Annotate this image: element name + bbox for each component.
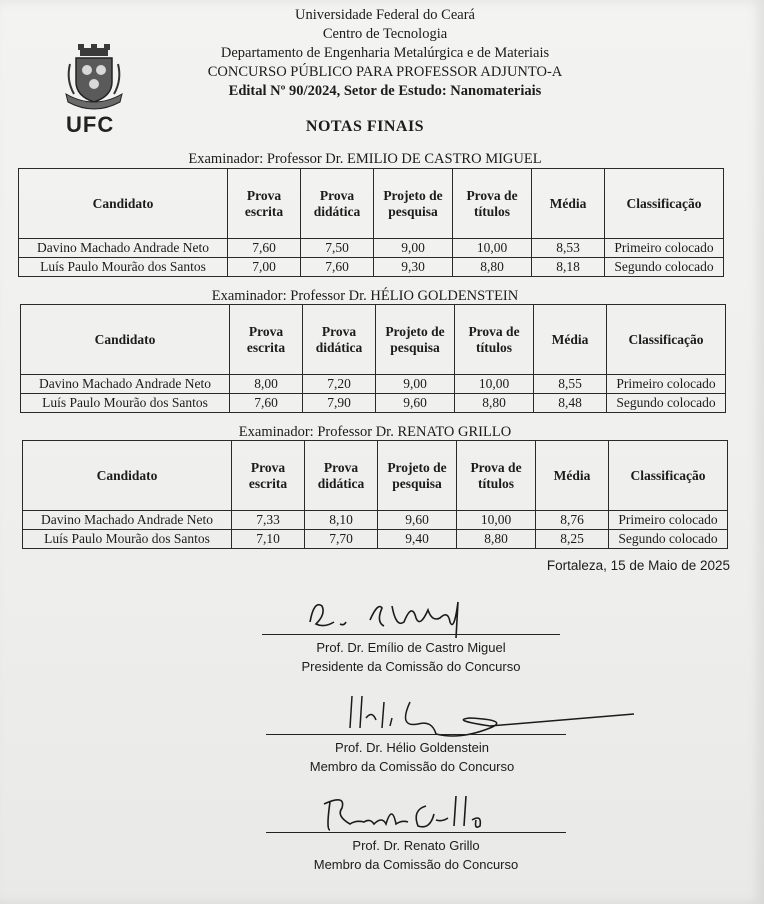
score-media: 8,25 (536, 530, 609, 549)
score-didatica: 7,20 (303, 375, 376, 394)
col-titulos: Prova de títulos (455, 305, 534, 375)
classification: Segundo colocado (605, 258, 724, 277)
col-titulos: Prova de títulos (457, 441, 536, 511)
signature-line (266, 734, 566, 735)
signer-name: Prof. Dr. Hélio Goldenstein (335, 740, 489, 755)
document-header (150, 6, 620, 101)
score-media: 8,48 (534, 394, 607, 413)
score-escrita: 8,00 (230, 375, 303, 394)
col-prova-didatica: Prova didática (305, 441, 378, 511)
score-titulos: 10,00 (455, 375, 534, 394)
examiner-3-title: Examinador: Professor Dr. RENATO GRILLO (238, 424, 512, 440)
score-titulos: 8,80 (457, 530, 536, 549)
examiner-1-title: Examinador: Professor Dr. EMILIO DE CASTRO MIGUEL (188, 151, 542, 167)
header-center: Centro de Tecnologia (322, 26, 448, 42)
candidate-name: Luís Paulo Mourão dos Santos (19, 258, 228, 277)
header-department: Departamento de Engenharia Metalúrgica e de Materiais (220, 45, 550, 61)
signer-role: Membro da Comissão do Concurso (313, 857, 519, 872)
score-projeto: 9,60 (378, 511, 457, 530)
score-media: 8,76 (536, 511, 609, 530)
score-media: 8,18 (532, 258, 605, 277)
col-projeto: Projeto de pesquisa (378, 441, 457, 511)
col-prova-didatica: Prova didática (303, 305, 376, 375)
score-didatica: 7,60 (301, 258, 374, 277)
col-prova-escrita: Prova escrita (228, 169, 301, 239)
score-didatica: 8,10 (305, 511, 378, 530)
score-projeto: 9,40 (378, 530, 457, 549)
score-escrita: 7,33 (232, 511, 305, 530)
score-titulos: 8,80 (453, 258, 532, 277)
signature-renato (316, 790, 506, 836)
classification: Primeiro colocado (609, 511, 728, 530)
header-edital: Edital Nº 90/2024, Setor de Estudo: Nanomateriais (228, 83, 542, 99)
score-projeto: 9,00 (376, 375, 455, 394)
signature-block-2 (262, 738, 562, 776)
col-candidato: Candidato (21, 305, 230, 375)
score-didatica: 7,70 (305, 530, 378, 549)
score-media: 8,53 (532, 239, 605, 258)
score-escrita: 7,60 (230, 394, 303, 413)
table-row (19, 258, 724, 277)
score-projeto: 9,00 (374, 239, 453, 258)
col-prova-escrita: Prova escrita (232, 441, 305, 511)
signature-block-1 (262, 638, 560, 676)
table-row (23, 530, 728, 549)
candidate-name: Luís Paulo Mourão dos Santos (23, 530, 232, 549)
col-candidato: Candidato (19, 169, 228, 239)
table-row (19, 239, 724, 258)
col-prova-didatica: Prova didática (301, 169, 374, 239)
table-row (21, 375, 726, 394)
header-contest: CONCURSO PÚBLICO PARA PROFESSOR ADJUNTO-A (207, 64, 563, 80)
score-projeto: 9,60 (376, 394, 455, 413)
col-projeto: Projeto de pesquisa (376, 305, 455, 375)
table-row (23, 511, 728, 530)
col-titulos: Prova de títulos (453, 169, 532, 239)
score-didatica: 7,90 (303, 394, 376, 413)
score-escrita: 7,60 (228, 239, 301, 258)
score-titulos: 8,80 (455, 394, 534, 413)
classification: Segundo colocado (609, 530, 728, 549)
col-classificacao: Classificação (605, 169, 724, 239)
document-date: Fortaleza, 15 de Maio de 2025 (546, 558, 730, 573)
score-projeto: 9,30 (374, 258, 453, 277)
ufc-logo-text: UFC (66, 112, 115, 137)
classification: Primeiro colocado (605, 239, 724, 258)
col-prova-escrita: Prova escrita (230, 305, 303, 375)
grades-table-1 (18, 168, 724, 277)
candidate-name: Davino Machado Andrade Neto (23, 511, 232, 530)
page-title: NOTAS FINAIS (305, 118, 425, 135)
grades-table-2 (20, 304, 726, 413)
classification: Primeiro colocado (607, 375, 726, 394)
score-didatica: 7,50 (301, 239, 374, 258)
grades-table-3 (22, 440, 728, 549)
score-escrita: 7,00 (228, 258, 301, 277)
signature-line (266, 832, 566, 833)
score-titulos: 10,00 (453, 239, 532, 258)
col-media: Média (532, 169, 605, 239)
score-titulos: 10,00 (457, 511, 536, 530)
signer-role: Membro da Comissão do Concurso (309, 759, 515, 774)
signature-line (262, 634, 560, 635)
signer-name: Prof. Dr. Emílio de Castro Miguel (316, 640, 506, 655)
col-classificacao: Classificação (607, 305, 726, 375)
candidate-name: Davino Machado Andrade Neto (21, 375, 230, 394)
examiner-2-title: Examinador: Professor Dr. HÉLIO GOLDENSTEIN (211, 288, 519, 304)
score-escrita: 7,10 (232, 530, 305, 549)
header-university: Universidade Federal do Ceará (295, 7, 475, 23)
candidate-name: Davino Machado Andrade Neto (19, 239, 228, 258)
col-media: Média (534, 305, 607, 375)
col-projeto: Projeto de pesquisa (374, 169, 453, 239)
score-media: 8,55 (534, 375, 607, 394)
signer-name: Prof. Dr. Renato Grillo (352, 838, 480, 853)
candidate-name: Luís Paulo Mourão dos Santos (21, 394, 230, 413)
col-candidato: Candidato (23, 441, 232, 511)
signature-block-3 (266, 836, 566, 874)
table-row (21, 394, 726, 413)
col-media: Média (536, 441, 609, 511)
classification: Segundo colocado (607, 394, 726, 413)
col-classificacao: Classificação (609, 441, 728, 511)
signer-role: Presidente da Comissão do Concurso (301, 659, 521, 674)
